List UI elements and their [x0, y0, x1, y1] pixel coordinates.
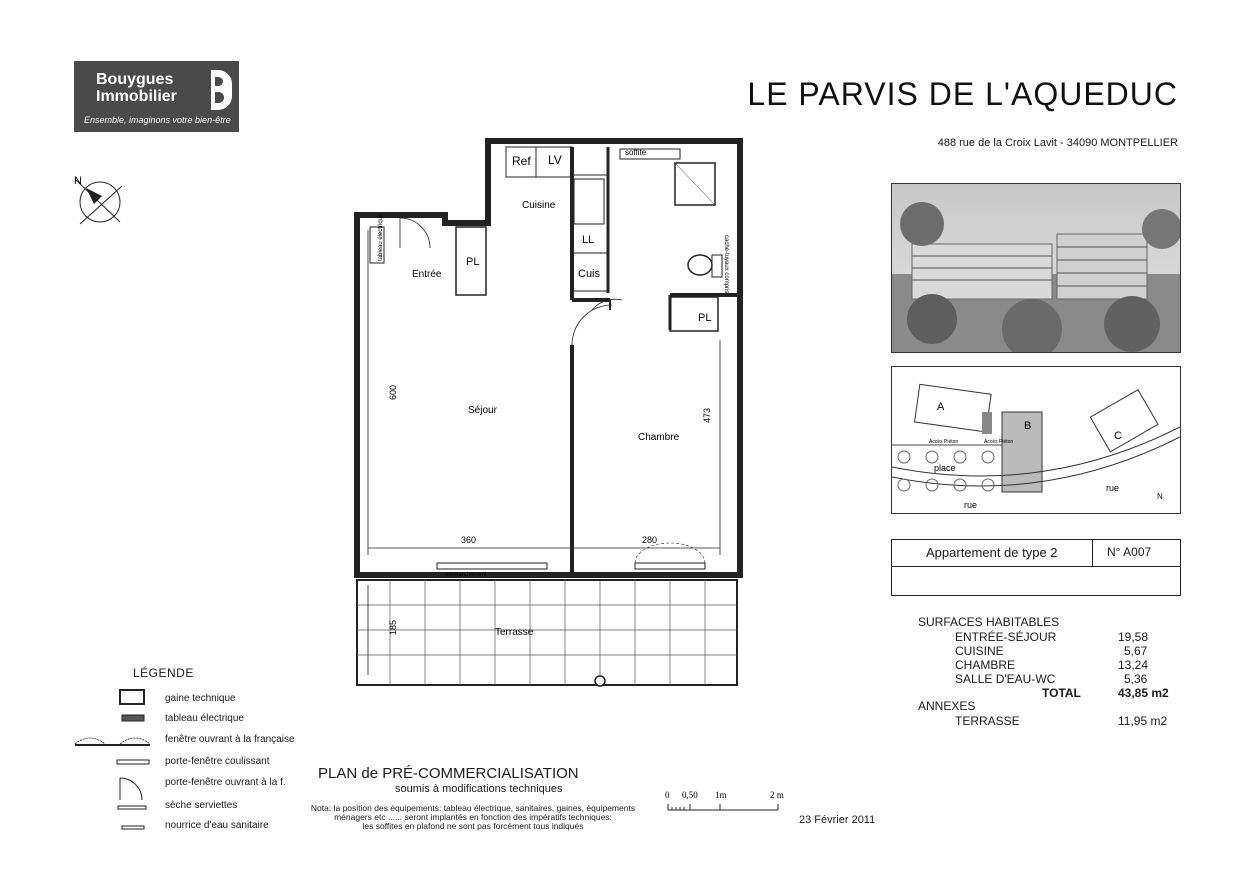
- site-bldg-a: A: [937, 401, 945, 413]
- site-acces-pieton-2: Accès Piéton: [984, 439, 1014, 445]
- site-acces-pieton-1: Accès Piéton: [929, 439, 959, 445]
- scale-label-0: 0: [665, 790, 670, 800]
- divider: [1092, 540, 1093, 566]
- legend-symbols: [70, 688, 160, 833]
- label-soffite: soffite: [625, 148, 647, 157]
- wc-icon: [688, 255, 712, 275]
- label-terrasse: Terrasse: [495, 627, 534, 638]
- scale-label-050: 0,50: [682, 790, 698, 800]
- label-cache-tuyaux: cache-tuyaux compris: [723, 235, 729, 294]
- surface-value-salle-eau: 5,36: [1124, 672, 1148, 686]
- floor-plan: [340, 135, 750, 695]
- dim-600: 600: [388, 384, 398, 400]
- evier-icon: [574, 179, 604, 224]
- apartment-info-box: [891, 539, 1181, 596]
- surface-value-chambre: 13,24: [1118, 658, 1149, 672]
- brand-name: [96, 71, 177, 105]
- seche-serviettes-icon: [118, 806, 146, 809]
- plan-note-line2: ménagers etc ...... seront implantés en fonction des impératifs techniques:: [334, 812, 612, 822]
- label-tableau: tableau électrique: [378, 213, 384, 261]
- porte-fenetre-ouvrant-icon: [120, 778, 142, 800]
- legend-item-nourrice: nourrice d'eau sanitaire: [165, 820, 269, 831]
- project-address: 488 rue de la Croix Lavit - 34090 MONTPELLIER: [937, 137, 1178, 149]
- label-pl-entree: PL: [466, 256, 480, 268]
- legend-item-gaine: gaine technique: [165, 693, 236, 704]
- surface-value-cuisine: 5,67: [1124, 644, 1148, 658]
- divider: [892, 566, 1180, 567]
- compass-north-label: N: [74, 175, 82, 187]
- legend-item-ouvrant: porte-fenêtre ouvrant à la f.: [165, 777, 286, 788]
- project-title: LE PARVIS DE L'AQUEDUC: [747, 76, 1178, 112]
- surfaces-heading: SURFACES HABITABLES: [918, 615, 1060, 629]
- bouygues-logo: [74, 61, 239, 132]
- site-bldg-c: C: [1114, 430, 1122, 442]
- label-cuis: Cuis: [578, 268, 601, 280]
- site-plan-map: [891, 366, 1181, 514]
- scale-label-1m: 1m: [715, 790, 727, 800]
- compass-icon: [66, 168, 128, 230]
- surface-label-entree-sejour: ENTRÉE-SÉJOUR: [955, 630, 1057, 644]
- site-rue-label-2: rue: [1106, 483, 1120, 493]
- apartment-number: N° A007: [1107, 545, 1152, 559]
- dim-360: 360: [461, 535, 477, 545]
- surface-value-entree-sejour: 19,58: [1118, 630, 1149, 644]
- surface-total-value: 43,85 m2: [1118, 686, 1169, 700]
- site-place-label: place: [934, 463, 956, 473]
- surface-total-label: TOTAL: [1042, 686, 1081, 700]
- plan-note-line3: les soffites en plafond ne sont pas forcément tous indiqués: [362, 821, 584, 831]
- scale-label-2m: 2 m: [770, 790, 784, 800]
- scale-bar: [660, 788, 790, 820]
- porte-fenetre-sejour: [437, 563, 547, 569]
- label-sejour: Séjour: [468, 405, 497, 416]
- label-cuisine: Cuisine: [522, 200, 556, 211]
- legend-item-coulissant: porte-fenêtre coulissant: [165, 756, 270, 767]
- label-lv: LV: [548, 153, 562, 167]
- brand-b-mark: [202, 70, 232, 110]
- label-chambre: Chambre: [638, 432, 680, 443]
- legend-title: LÉGENDE: [133, 666, 194, 680]
- legend-item-tableau: tableau électrique: [165, 713, 244, 724]
- dim-473: 473: [702, 407, 712, 423]
- label-entree: Entrée: [412, 269, 442, 280]
- site-bldg-b: B: [1024, 420, 1032, 432]
- legend-item-seche: sèche serviettes: [165, 800, 238, 811]
- plan-note: [303, 804, 643, 831]
- dim-185: 185: [388, 619, 398, 635]
- plan-date: 23 Février 2011: [799, 814, 876, 826]
- plan-title: PLAN de PRÉ-COMMERCIALISATION: [318, 765, 579, 782]
- surface-label-chambre: CHAMBRE: [955, 658, 1016, 672]
- label-emmarchement: emmarchement: [445, 572, 487, 578]
- tableau-electrique-icon: [122, 715, 144, 721]
- surface-label-cuisine: CUISINE: [955, 644, 1004, 658]
- plan-note-line1: Nota: la position des équipements: tableau électrique, sanitaires, gaines, équipements: [310, 803, 636, 813]
- legend-item-fenetre: fenêtre ouvrant à la française: [165, 734, 295, 745]
- building-rendering-image: [891, 183, 1181, 353]
- porte-fenetre-coulissant-icon: [117, 760, 149, 764]
- brand-name-line1: Bouygues: [96, 71, 174, 88]
- label-pl-chambre: PL: [698, 312, 712, 324]
- apartment-type: Appartement de type 2: [926, 545, 1058, 560]
- terrasse-area: [357, 580, 737, 685]
- brand-tagline: Ensemble, imaginons votre bien-être: [84, 115, 231, 125]
- annexe-value-terrasse: 11,95 m2: [1118, 714, 1168, 728]
- annexes-heading: ANNEXES: [918, 699, 976, 713]
- door-entree-icon: [400, 218, 430, 248]
- surface-label-salle-eau: SALLE D'EAU-WC: [955, 672, 1056, 686]
- terrasse-tiles: [357, 580, 737, 685]
- plan-subtitle: soumis à modifications techniques: [395, 783, 563, 795]
- annexe-label-terrasse: TERRASSE: [955, 714, 1020, 728]
- door-chambre-icon: [572, 305, 612, 345]
- porte-fenetre-chambre: [635, 563, 705, 569]
- label-ll: LL: [582, 234, 595, 246]
- label-ref: Ref: [512, 154, 531, 168]
- site-rue-label-1: rue: [964, 500, 978, 510]
- site-north-icon: N: [1157, 492, 1163, 501]
- evacuation-icon: [595, 676, 605, 686]
- brand-name-line2: Immobilier: [96, 88, 177, 105]
- nourrice-eau-icon: [122, 826, 144, 829]
- dim-280: 280: [642, 535, 658, 545]
- gaine-technique-icon: [120, 690, 144, 704]
- fenetre-francaise-icon: [75, 738, 150, 744]
